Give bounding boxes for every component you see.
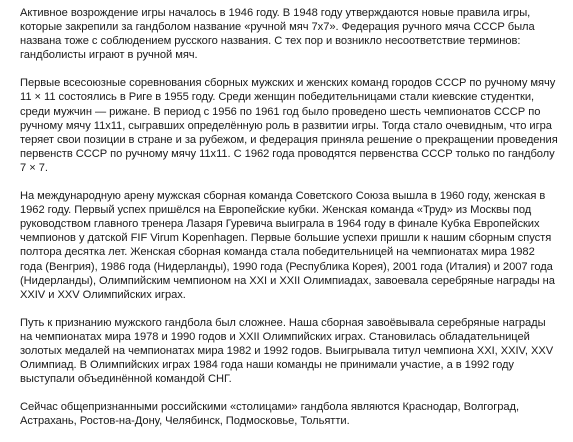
paragraph-3: На международную арену мужская сборная команда Советского Союза вышла в 1960 году, женская в 1962 году. Первый успех пришёлся на Европейские кубки. Женская команда «Труд» из Москвы под руководством главного тренера Лазаря Гуревича выиграла в 1964 году в финале Кубка Европейских чемпионов у датской FIF Virum Kopenhagen. Первые большие успехи пришли к нашим сборным спустя полтора десятка лет. Женская сборная команда стала победительницей на чемпионатах мира 1982 года (Венгрия), 1986 года (Нидерланды), 1990 года (Республика Корея), 2001 года (Италия) и 2007 года (Нидерланды), Олимпийским чемпионом на XXI и XXII Олимпиадах, завоевала серебряные награды на XXIV и XXV Олимпийских играх. [20, 190, 555, 301]
paragraph-1: Активное возрождение игры началось в 1946 году. В 1948 году утверждаются новые правила игры, которые закрепили за гандболом название «ручной мяч 7х7». Федерация ручного мяча СССР была названа тоже с соблюдением русского названия. С тех пор и возникло несоответствие терминов: гандболисты играют в ручной мяч. [20, 7, 535, 62]
document-body [20, 6, 560, 442]
paragraph-2: Первые всесоюзные соревнования сборных мужских и женских команд городов СССР по ручному мячу 11 × 11 состоялись в Риге в 1955 году. Среди женщин победительницами стали киевские студентки, среди мужчин — рижане. В период с 1956 по 1961 год было проведено шесть чемпионатов СССР по ручному мячу 11х11, сыгравших определённую роль в развитии игры. Тогда стало очевидным, что игра теряет свои позиции в стране и за рубежом, и федерация приняла решение о прекращении проведения первенств СССР по ручному мячу 11х11. С 1962 года проводятся первенства СССР только по гандболу 7 × 7. [20, 77, 558, 174]
paragraph-5: Сейчас общепризнанными российскими «столицами» гандбола являются Краснодар, Волгоград, Астрахань, Ростов-на-Дону, Челябинск, Подмосковье, Тольятти. [20, 401, 520, 428]
paragraph-4: Путь к признанию мужского гандбола был сложнее. Наша сборная завоёвывала серебряные награды на чемпионатах мира 1978 и 1990 годов и XXII Олимпийских играх. Становилась обладательницей золотых медалей на чемпионатах мира 1982 и 1992 годов. Выигрывала титул чемпиона XXI, XXIV, XXV Олимпиад. В Олимпийских играх 1984 года наши команды не принимали участие, а в 1992 году выступали объединённой командой СНГ. [20, 316, 554, 386]
